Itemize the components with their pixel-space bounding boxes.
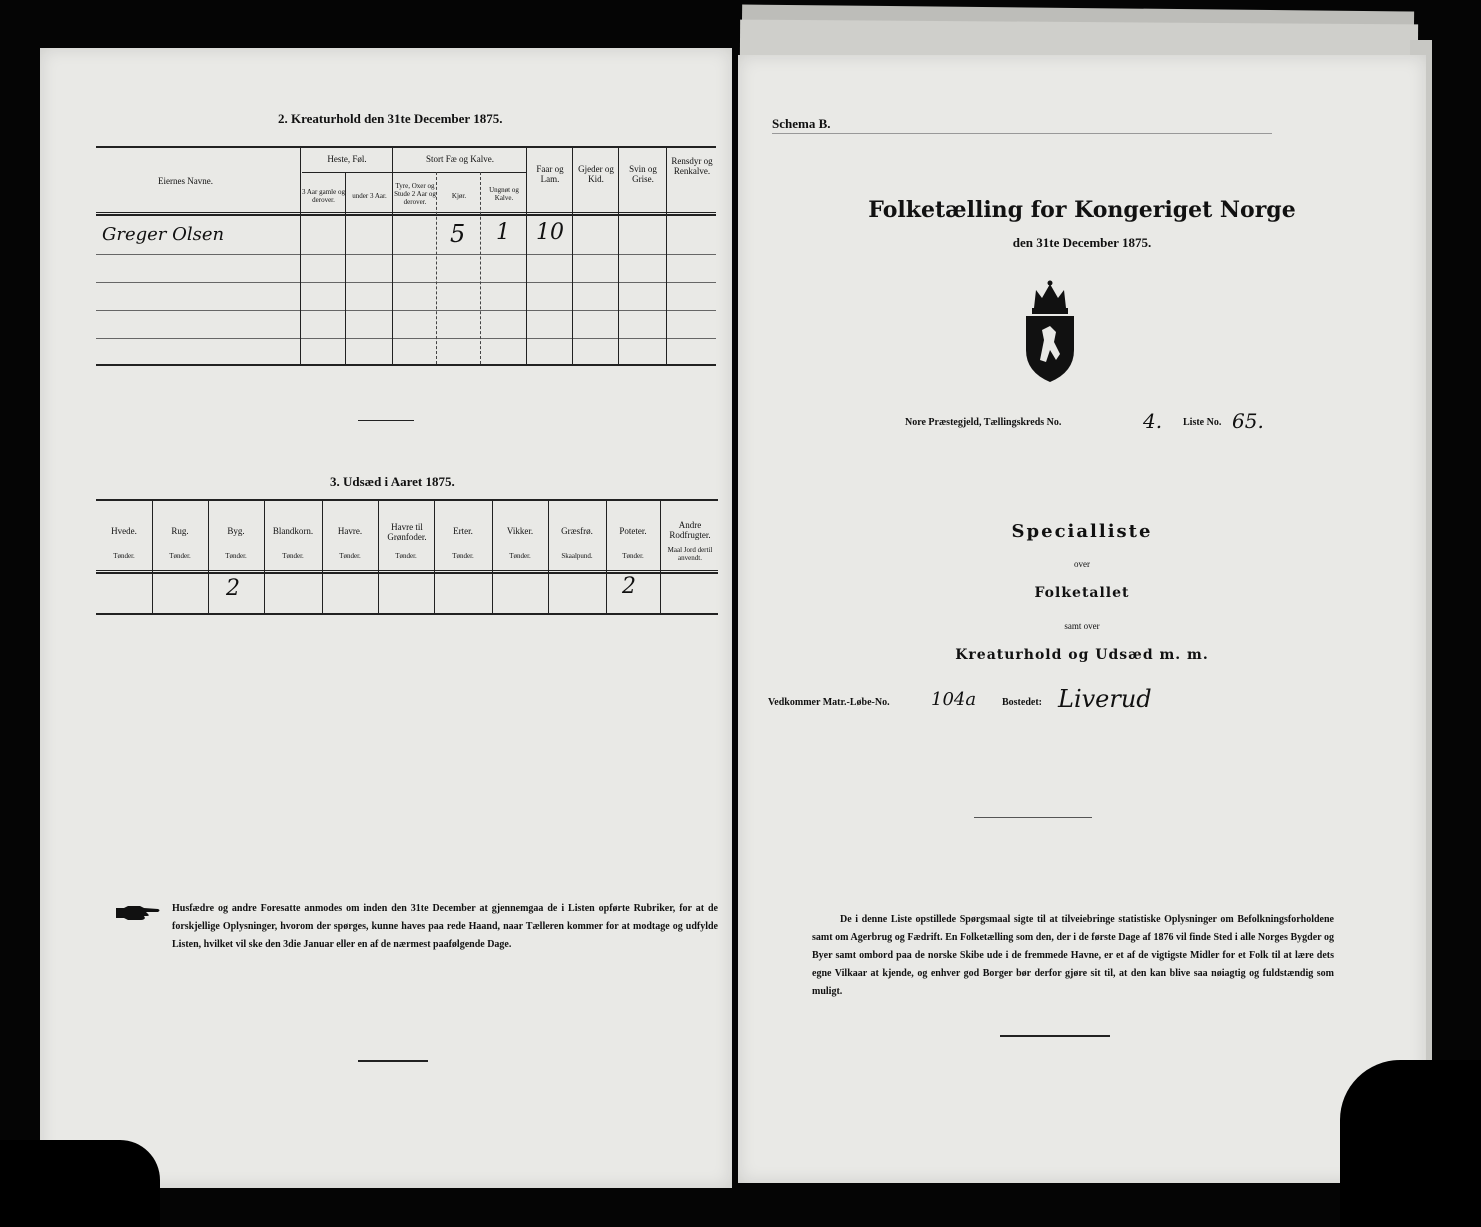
table-col-rule	[572, 146, 573, 364]
main-date: den 31te December 1875.	[1012, 235, 1152, 250]
crop-unit-havre: Tønder.	[339, 552, 361, 560]
crop-header-grasfro: Græsfrø.	[561, 526, 593, 536]
table-row-rule	[96, 338, 716, 339]
crop-unit-rodfrugter: Maal Jord dertil anvendt.	[667, 546, 713, 562]
right-page	[738, 55, 1426, 1183]
crop-unit-byg: Tønder.	[225, 552, 247, 560]
table-header-rule	[96, 214, 716, 216]
norway-coat-of-arms-icon	[1020, 280, 1080, 384]
liste-label: Liste No.	[1183, 417, 1222, 428]
over-label: over	[1074, 559, 1090, 569]
cow-header: Kjør.	[451, 192, 467, 200]
pig-header: Svin og Grise.	[629, 164, 657, 184]
matr-label: Vedkommer Matr.-Løbe-No.	[768, 697, 890, 708]
pointing-hand-icon	[114, 904, 162, 922]
bosted-label: Bostedet:	[1002, 697, 1042, 708]
folketallet-heading: Folketallet	[1034, 585, 1130, 601]
table-col-rule	[345, 172, 346, 364]
parish-label: Nore Præstegjeld, Tællingskreds No.	[905, 417, 1062, 428]
crop-header-rodfrugter: Andre Rodfrugter.	[669, 520, 711, 540]
table-col-rule	[436, 172, 437, 364]
crop-header-hvede: Hvede.	[111, 526, 137, 536]
crop-header-blandkorn: Blandkorn.	[272, 526, 314, 536]
table-row-rule	[96, 310, 716, 311]
owner-name: Greger Olsen	[102, 224, 225, 245]
main-title: Folketælling for Kongeriget Norge	[868, 197, 1296, 223]
table-row-rule	[96, 254, 716, 255]
table-border	[96, 146, 716, 148]
kreaturhold-heading: Kreaturhold og Udsæd m. m.	[955, 647, 1209, 663]
calf-count: 1	[496, 220, 510, 245]
crop-unit-gronfoder: Tønder.	[395, 552, 417, 560]
table-border	[96, 364, 716, 366]
horse-group-header: Heste, Føl.	[327, 154, 367, 164]
table-col-rule	[526, 146, 527, 364]
crop-unit-hvede: Tønder.	[113, 552, 135, 560]
bosted-value: Liverud	[1058, 685, 1152, 713]
binding-shadow	[0, 1140, 160, 1227]
crop-header-erter: Erter.	[453, 526, 473, 536]
left-page	[40, 48, 732, 1188]
table-col-rule	[392, 146, 393, 364]
crop-unit-rug: Tønder.	[169, 552, 191, 560]
horse-old-header: 3 Aar gamle og derover.	[302, 188, 345, 204]
table-border	[96, 613, 718, 615]
table-header-rule	[96, 570, 718, 571]
horse-young-header: under 3 Aar.	[352, 192, 387, 200]
table-col-rule	[300, 146, 301, 364]
calf-header: Ungnøt og Kalve.	[489, 186, 519, 202]
crop-unit-grasfro: Skaalpund.	[561, 552, 593, 560]
specialliste-heading: Specialliste	[1011, 521, 1153, 542]
crop-header-byg: Byg.	[227, 526, 245, 536]
crop-header-havre: Havre.	[337, 526, 363, 536]
table-group-rule	[302, 172, 526, 173]
poteter-value: 2	[622, 574, 636, 599]
section3-title: 3. Udsæd i Aaret 1875.	[330, 474, 455, 489]
liste-number: 65.	[1232, 409, 1264, 433]
crop-header-vikker: Vikker.	[506, 526, 534, 536]
sheep-count: 10	[536, 220, 564, 245]
bull-header: Tyre, Oxer og Stude 2 Aar og derover.	[394, 182, 436, 206]
crop-header-poteter: Poteter.	[619, 526, 647, 536]
table-header-rule	[96, 212, 716, 213]
crop-header-rug: Rug.	[171, 526, 189, 536]
crop-unit-erter: Tønder.	[452, 552, 474, 560]
schema-label: Schema B.	[772, 116, 831, 131]
kreds-number: 4.	[1143, 409, 1163, 433]
table-col-rule	[660, 499, 661, 613]
crop-header-gronfoder: Havre til Grønfoder.	[387, 522, 427, 542]
owner-header: Eiernes Navne.	[158, 176, 213, 186]
cow-count: 5	[450, 220, 466, 248]
cattle-group-header: Stort Fæ og Kalve.	[425, 154, 494, 164]
faint-rule	[772, 133, 1272, 134]
table-border	[96, 499, 718, 501]
goat-header: Gjeder og Kid.	[578, 164, 614, 184]
samt-over-label: samt over	[1064, 621, 1100, 631]
notice-text: Husfædre og andre Foresatte anmodes om inden den 31te December at gjennemgaa de i Listen opførte Rubriker, for at de forskjellige Oplysninger, hvorom der spørges, kunne haves paa rede Haand, naar Tælleren kommer for at modtage og udfylde Listen, hvilket vil ske den 3die Januar eller en af de nærmest paafølgende Dage.	[172, 903, 718, 950]
table-row-rule	[96, 282, 716, 283]
table-col-rule	[618, 146, 619, 364]
sheep-header: Faar og Lam.	[536, 164, 564, 184]
byg-value: 2	[226, 576, 240, 601]
crop-unit-vikker: Tønder.	[509, 552, 531, 560]
matr-number: 104a	[931, 689, 977, 710]
intro-paragraph: De i denne Liste opstillede Spørgsmaal sigte til at tilveiebringe statistiske Oplysninger om Befolkningsforholdene samt om Agerbrug og Fædrift. En Folketælling som den, der i de første Dage af 1876 vil finde Sted i alle Norges Bygder og Byer samt ombord paa de norske Skibe ude i de fremmede Havne, er et af de vigtigste Midler for et Folk til at lære dets egne Vilkaar at kjende, og enhver god Borger bør derfor gjøre sit til, at den kan blive saa nøiagtig og fuldstændig som muligt.	[812, 914, 1334, 997]
binding-shadow	[1340, 1060, 1481, 1227]
divider	[358, 420, 414, 421]
table-col-rule	[666, 146, 667, 364]
section2-title: 2. Kreaturhold den 31te December 1875.	[278, 111, 503, 126]
divider	[974, 817, 1092, 818]
divider	[358, 1060, 428, 1062]
crop-unit-poteter: Tønder.	[622, 552, 644, 560]
reindeer-header: Rensdyr og Renkalve.	[671, 156, 713, 176]
table-col-rule	[480, 172, 481, 364]
crop-unit-blandkorn: Tønder.	[282, 552, 304, 560]
divider	[1000, 1035, 1110, 1037]
